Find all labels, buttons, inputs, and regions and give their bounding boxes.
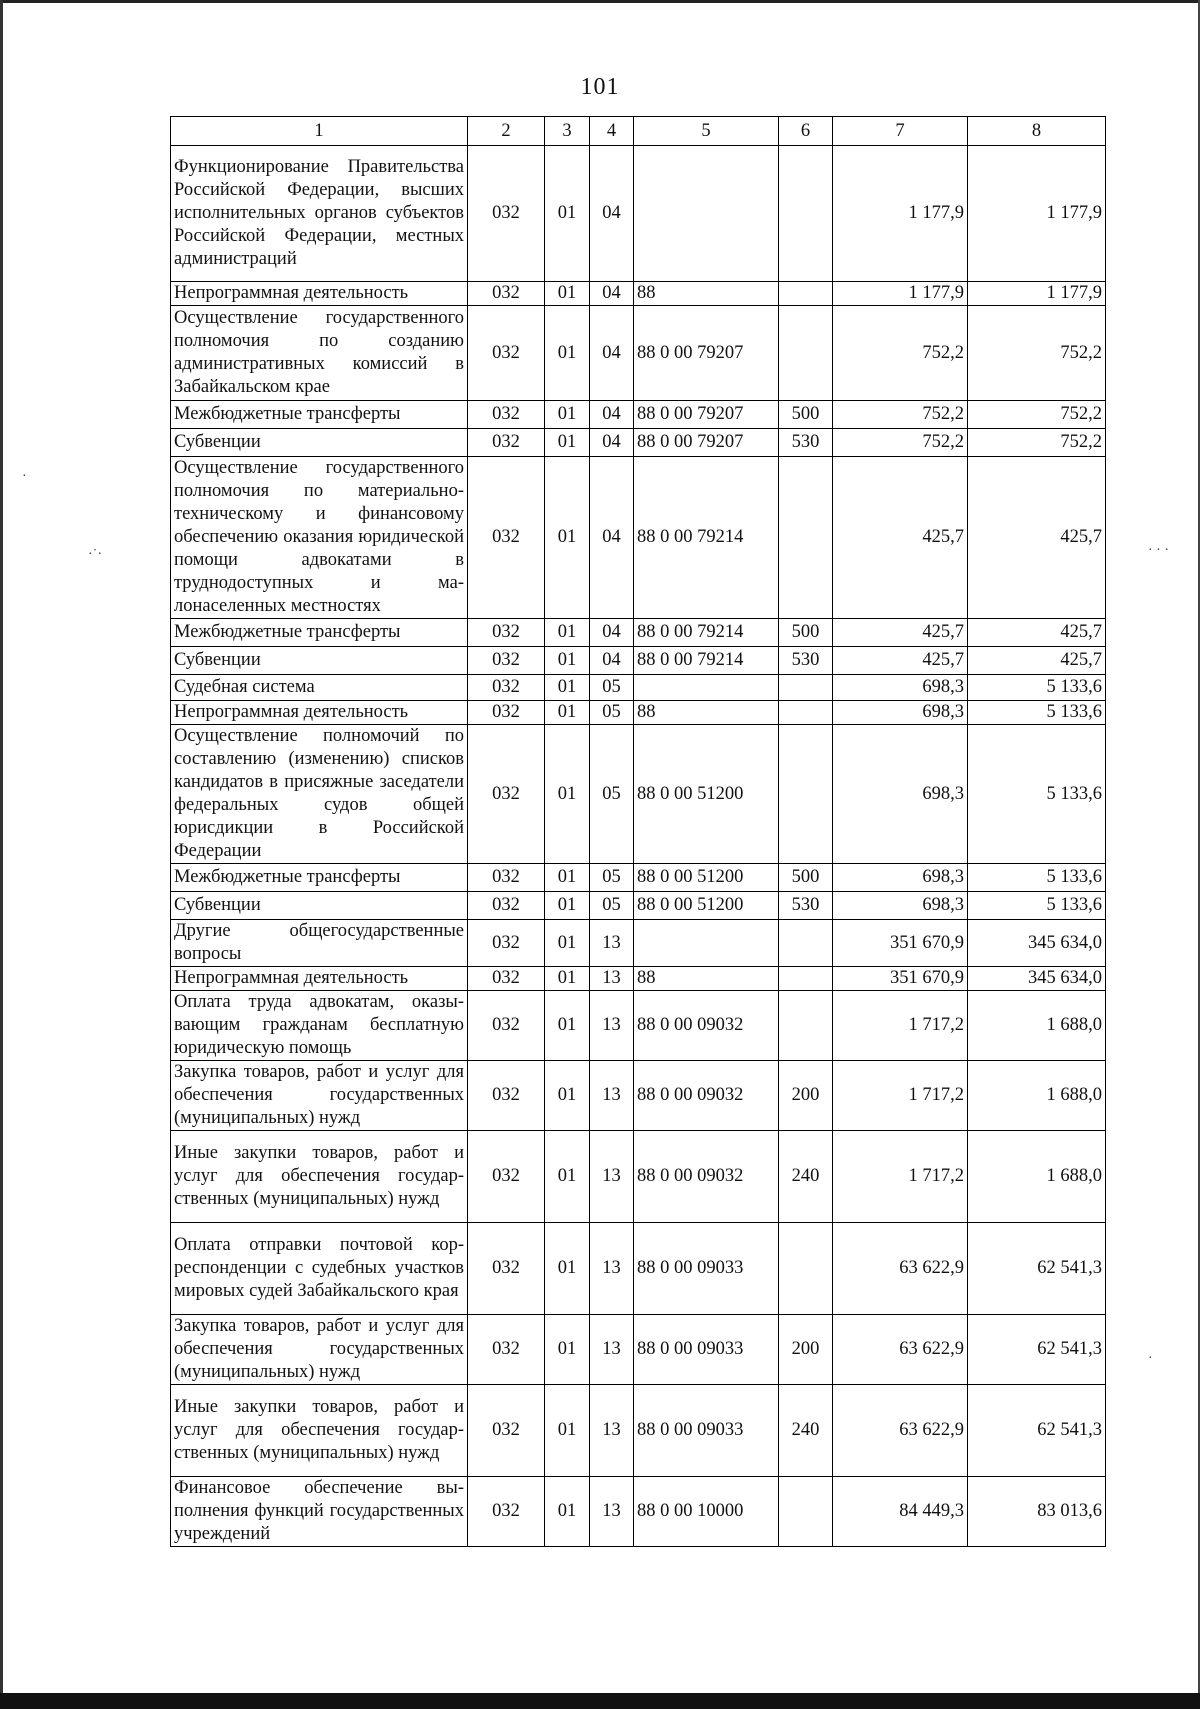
code-pr-cell: 04 [590, 282, 634, 306]
row-name-cell: Межбюджетные трансферты [171, 401, 468, 429]
row-name-cell: Функционирование Правительства Российской Федерации, высших исполнительных органов субъектов Российской Федерации, местных администраций [171, 146, 468, 282]
header-row [171, 117, 1106, 146]
table-row [171, 282, 1106, 306]
amount-col7-cell: 698,3 [833, 892, 968, 920]
amount-col7-cell: 63 622,9 [833, 1385, 968, 1477]
amount-col7-cell: 425,7 [833, 619, 968, 647]
amount-col8-cell: 1 177,9 [968, 146, 1106, 282]
amount-col7-cell: 351 670,9 [833, 967, 968, 991]
table-row [171, 864, 1106, 892]
amount-col7-cell: 752,2 [833, 429, 968, 457]
code-gr-cell: 032 [468, 1385, 545, 1477]
row-name-cell: Иные закупки товаров, работ и услуг для обеспечения государственных (муниципальных) нужд [171, 1385, 468, 1477]
code-pr-cell: 13 [590, 1061, 634, 1131]
code-pr-cell: 04 [590, 457, 634, 619]
code-csr-cell [634, 920, 779, 967]
code-gr-cell: 032 [468, 1131, 545, 1223]
amount-col8-cell: 425,7 [968, 619, 1106, 647]
scan-speck: · · · [1148, 543, 1169, 558]
code-gr-cell: 032 [468, 864, 545, 892]
code-csr-cell: 88 0 00 79214 [634, 647, 779, 675]
header-cell: 3 [545, 117, 590, 146]
code-csr-cell: 88 0 00 10000 [634, 1477, 779, 1547]
table-row [171, 1061, 1106, 1131]
amount-col7-cell: 698,3 [833, 864, 968, 892]
code-pr-cell: 13 [590, 1477, 634, 1547]
code-csr-cell: 88 0 00 09032 [634, 1061, 779, 1131]
code-gr-cell: 032 [468, 920, 545, 967]
row-name-cell: Межбюджетные трансферты [171, 864, 468, 892]
code-rz-cell: 01 [545, 701, 590, 725]
header-cell: 7 [833, 117, 968, 146]
row-name-cell: Другие общегосударственные вопросы [171, 920, 468, 967]
code-gr-cell: 032 [468, 991, 545, 1061]
table-row [171, 306, 1106, 401]
row-name-cell: Оплата труда адвокатам, оказывающим гражданам бесплатную юридическую помощь [171, 991, 468, 1061]
code-gr-cell: 032 [468, 282, 545, 306]
code-rz-cell: 01 [545, 1223, 590, 1315]
code-vr-cell: 530 [779, 647, 833, 675]
code-pr-cell: 04 [590, 429, 634, 457]
code-gr-cell: 032 [468, 1061, 545, 1131]
code-rz-cell: 01 [545, 306, 590, 401]
row-name-cell: Непрограммная деятельность [171, 701, 468, 725]
amount-col8-cell: 752,2 [968, 306, 1106, 401]
code-csr-cell: 88 [634, 701, 779, 725]
code-csr-cell: 88 0 00 79207 [634, 306, 779, 401]
scan-edge-top [0, 0, 1200, 3]
code-csr-cell: 88 0 00 51200 [634, 892, 779, 920]
table-row [171, 1315, 1106, 1385]
code-rz-cell: 01 [545, 146, 590, 282]
code-csr-cell: 88 0 00 79214 [634, 457, 779, 619]
code-gr-cell: 032 [468, 306, 545, 401]
code-pr-cell: 05 [590, 675, 634, 701]
code-vr-cell [779, 457, 833, 619]
code-rz-cell: 01 [545, 1385, 590, 1477]
row-name-cell: Осуществление полномочий по составлению (изменению) списков кандидатов в присяжные заседатели федеральных судов общей юрисдикции в Российской Федерации [171, 725, 468, 864]
code-rz-cell: 01 [545, 967, 590, 991]
amount-col8-cell: 345 634,0 [968, 920, 1106, 967]
code-rz-cell: 01 [545, 401, 590, 429]
table-row [171, 429, 1106, 457]
code-gr-cell: 032 [468, 701, 545, 725]
code-rz-cell: 01 [545, 282, 590, 306]
amount-col8-cell: 752,2 [968, 401, 1106, 429]
amount-col8-cell: 425,7 [968, 647, 1106, 675]
code-rz-cell: 01 [545, 725, 590, 864]
amount-col8-cell: 5 133,6 [968, 675, 1106, 701]
table-row [171, 1223, 1106, 1315]
code-rz-cell: 01 [545, 647, 590, 675]
amount-col7-cell: 1 717,2 [833, 1061, 968, 1131]
code-rz-cell: 01 [545, 1315, 590, 1385]
code-vr-cell [779, 920, 833, 967]
code-vr-cell: 200 [779, 1315, 833, 1385]
code-pr-cell: 04 [590, 401, 634, 429]
code-gr-cell: 032 [468, 725, 545, 864]
table-row [171, 920, 1106, 967]
scan-speck: ·˙· [88, 547, 102, 562]
amount-col7-cell: 698,3 [833, 701, 968, 725]
row-name-cell: Финансовое обеспечение выполнения функций государственных учреждений [171, 1477, 468, 1547]
row-name-cell: Осуществление государственного полномочия по материально-техническому и финансовому обеспечению оказания юридической помощи адвокатами в труднодоступных и малонаселенных местностях [171, 457, 468, 619]
page-number: 101 [580, 74, 620, 100]
code-pr-cell: 13 [590, 1315, 634, 1385]
table-row [171, 701, 1106, 725]
row-name-cell: Непрограммная деятельность [171, 282, 468, 306]
row-name-cell: Оплата отправки почтовой корреспонденции с судебных участков мировых судей Забайкальского края [171, 1223, 468, 1315]
code-gr-cell: 032 [468, 892, 545, 920]
code-vr-cell: 500 [779, 864, 833, 892]
code-vr-cell [779, 725, 833, 864]
row-name-cell: Судебная система [171, 675, 468, 701]
amount-col7-cell: 698,3 [833, 725, 968, 864]
table-row [171, 892, 1106, 920]
code-rz-cell: 01 [545, 457, 590, 619]
scan-edge-left [0, 0, 3, 1709]
header-cell: 6 [779, 117, 833, 146]
row-name-cell: Осуществление государственного полномочия по созданию административных комиссий в Забайкальском крае [171, 306, 468, 401]
amount-col7-cell: 63 622,9 [833, 1223, 968, 1315]
code-rz-cell: 01 [545, 920, 590, 967]
code-vr-cell [779, 282, 833, 306]
table-row [171, 725, 1106, 864]
code-gr-cell: 032 [468, 429, 545, 457]
amount-col7-cell: 63 622,9 [833, 1315, 968, 1385]
code-gr-cell: 032 [468, 619, 545, 647]
code-pr-cell: 13 [590, 1385, 634, 1477]
table-row [171, 647, 1106, 675]
code-pr-cell: 04 [590, 146, 634, 282]
table-row [171, 991, 1106, 1061]
code-vr-cell [779, 701, 833, 725]
amount-col7-cell: 425,7 [833, 647, 968, 675]
code-csr-cell: 88 0 00 09033 [634, 1385, 779, 1477]
code-vr-cell [779, 146, 833, 282]
code-csr-cell: 88 0 00 09032 [634, 1131, 779, 1223]
budget-table-body [171, 117, 1106, 1547]
table-row [171, 619, 1106, 647]
code-vr-cell [779, 306, 833, 401]
code-csr-cell: 88 0 00 79207 [634, 401, 779, 429]
code-rz-cell: 01 [545, 1061, 590, 1131]
code-csr-cell: 88 0 00 51200 [634, 864, 779, 892]
scan-edge-bottom [0, 1693, 1200, 1709]
code-pr-cell: 04 [590, 647, 634, 675]
code-rz-cell: 01 [545, 892, 590, 920]
scan-speck: · [22, 469, 27, 484]
code-pr-cell: 04 [590, 306, 634, 401]
code-rz-cell: 01 [545, 619, 590, 647]
code-csr-cell: 88 0 00 79207 [634, 429, 779, 457]
table-row [171, 1131, 1106, 1223]
table-row [171, 1385, 1106, 1477]
code-csr-cell: 88 [634, 967, 779, 991]
amount-col7-cell: 425,7 [833, 457, 968, 619]
amount-col8-cell: 752,2 [968, 429, 1106, 457]
code-vr-cell: 500 [779, 401, 833, 429]
code-vr-cell [779, 675, 833, 701]
row-name-cell: Субвенции [171, 429, 468, 457]
code-rz-cell: 01 [545, 864, 590, 892]
code-csr-cell: 88 [634, 282, 779, 306]
code-pr-cell: 13 [590, 920, 634, 967]
amount-col8-cell: 5 133,6 [968, 864, 1106, 892]
amount-col8-cell: 62 541,3 [968, 1315, 1106, 1385]
code-vr-cell [779, 991, 833, 1061]
code-gr-cell: 032 [468, 675, 545, 701]
amount-col8-cell: 1 688,0 [968, 1061, 1106, 1131]
code-vr-cell: 530 [779, 892, 833, 920]
amount-col7-cell: 1 177,9 [833, 146, 968, 282]
header-cell: 1 [171, 117, 468, 146]
code-pr-cell: 05 [590, 864, 634, 892]
row-name-cell: Субвенции [171, 647, 468, 675]
code-pr-cell: 13 [590, 1131, 634, 1223]
code-vr-cell [779, 1223, 833, 1315]
code-vr-cell: 240 [779, 1131, 833, 1223]
code-pr-cell: 05 [590, 701, 634, 725]
code-rz-cell: 01 [545, 1131, 590, 1223]
header-cell: 8 [968, 117, 1106, 146]
code-vr-cell: 240 [779, 1385, 833, 1477]
table-row [171, 401, 1106, 429]
code-pr-cell: 05 [590, 892, 634, 920]
amount-col8-cell: 5 133,6 [968, 701, 1106, 725]
code-rz-cell: 01 [545, 675, 590, 701]
scan-speck: · [1148, 1351, 1153, 1366]
amount-col8-cell: 1 688,0 [968, 991, 1106, 1061]
code-csr-cell: 88 0 00 79214 [634, 619, 779, 647]
code-pr-cell: 13 [590, 991, 634, 1061]
code-gr-cell: 032 [468, 1477, 545, 1547]
amount-col8-cell: 5 133,6 [968, 725, 1106, 864]
table-row [171, 967, 1106, 991]
amount-col8-cell: 1 688,0 [968, 1131, 1106, 1223]
code-pr-cell: 04 [590, 619, 634, 647]
row-name-cell: Закупка товаров, работ и услуг для обеспечения государственных (муниципальных) нужд [171, 1315, 468, 1385]
header-cell: 5 [634, 117, 779, 146]
code-gr-cell: 032 [468, 1315, 545, 1385]
row-name-cell: Непрограммная деятельность [171, 967, 468, 991]
table-row [171, 457, 1106, 619]
amount-col7-cell: 1 717,2 [833, 1131, 968, 1223]
amount-col8-cell: 62 541,3 [968, 1385, 1106, 1477]
row-name-cell: Межбюджетные трансферты [171, 619, 468, 647]
amount-col7-cell: 351 670,9 [833, 920, 968, 967]
amount-col8-cell: 62 541,3 [968, 1223, 1106, 1315]
code-vr-cell [779, 1477, 833, 1547]
code-gr-cell: 032 [468, 1223, 545, 1315]
row-name-cell: Иные закупки товаров, работ и услуг для обеспечения государственных (муниципальных) нужд [171, 1131, 468, 1223]
code-vr-cell: 200 [779, 1061, 833, 1131]
amount-col8-cell: 1 177,9 [968, 282, 1106, 306]
amount-col7-cell: 752,2 [833, 401, 968, 429]
code-gr-cell: 032 [468, 967, 545, 991]
amount-col8-cell: 5 133,6 [968, 892, 1106, 920]
amount-col7-cell: 752,2 [833, 306, 968, 401]
row-name-cell: Субвенции [171, 892, 468, 920]
amount-col7-cell: 1 177,9 [833, 282, 968, 306]
table-row [171, 146, 1106, 282]
code-pr-cell: 13 [590, 1223, 634, 1315]
amount-col7-cell: 698,3 [833, 675, 968, 701]
code-csr-cell: 88 0 00 09033 [634, 1223, 779, 1315]
table-row [171, 675, 1106, 701]
amount-col8-cell: 425,7 [968, 457, 1106, 619]
code-gr-cell: 032 [468, 146, 545, 282]
amount-col8-cell: 345 634,0 [968, 967, 1106, 991]
code-csr-cell: 88 0 00 09032 [634, 991, 779, 1061]
header-cell: 2 [468, 117, 545, 146]
code-csr-cell [634, 675, 779, 701]
row-name-cell: Закупка товаров, работ и услуг для обеспечения государственных (муниципальных) нужд [171, 1061, 468, 1131]
budget-table [170, 116, 1106, 1547]
amount-col7-cell: 1 717,2 [833, 991, 968, 1061]
code-csr-cell [634, 146, 779, 282]
code-rz-cell: 01 [545, 429, 590, 457]
code-vr-cell: 530 [779, 429, 833, 457]
code-vr-cell [779, 967, 833, 991]
amount-col7-cell: 84 449,3 [833, 1477, 968, 1547]
code-rz-cell: 01 [545, 1477, 590, 1547]
code-pr-cell: 13 [590, 967, 634, 991]
header-cell: 4 [590, 117, 634, 146]
code-vr-cell: 500 [779, 619, 833, 647]
code-pr-cell: 05 [590, 725, 634, 864]
code-gr-cell: 032 [468, 401, 545, 429]
code-gr-cell: 032 [468, 647, 545, 675]
code-csr-cell: 88 0 00 09033 [634, 1315, 779, 1385]
code-rz-cell: 01 [545, 991, 590, 1061]
code-csr-cell: 88 0 00 51200 [634, 725, 779, 864]
code-gr-cell: 032 [468, 457, 545, 619]
table-row [171, 1477, 1106, 1547]
amount-col8-cell: 83 013,6 [968, 1477, 1106, 1547]
